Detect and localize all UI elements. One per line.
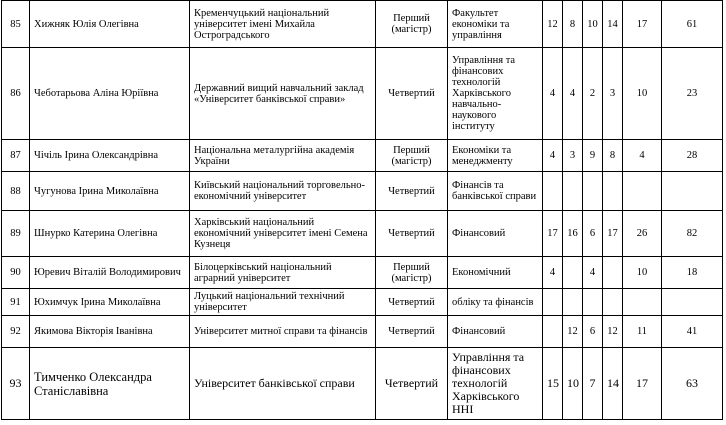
- score-4: 17: [603, 211, 623, 257]
- university: Луцький національний технічний університет: [190, 289, 376, 316]
- row-number: 92: [2, 316, 30, 348]
- course: Четвертий: [376, 348, 448, 420]
- total-score: 61: [662, 1, 723, 48]
- total-score: 23: [662, 48, 723, 140]
- course: Перший (магістр): [376, 257, 448, 289]
- score-3: 9: [583, 140, 603, 172]
- participant-name: Чугунова Ірина Миколаївна: [30, 172, 190, 211]
- course: Четвертий: [376, 289, 448, 316]
- score-5: 26: [623, 211, 662, 257]
- university: Університет банківської справи: [190, 348, 376, 420]
- course: Четвертий: [376, 172, 448, 211]
- faculty: обліку та фінансів: [448, 289, 543, 316]
- score-2: 12: [563, 316, 583, 348]
- score-2: [563, 172, 583, 211]
- total-score: 63: [662, 348, 723, 420]
- score-1: 4: [543, 48, 563, 140]
- table-row: [2, 257, 723, 289]
- course: Четвертий: [376, 211, 448, 257]
- score-1: [543, 172, 563, 211]
- score-5: 10: [623, 257, 662, 289]
- score-1: [543, 289, 563, 316]
- participant-name: Юревич Віталій Володимирович: [30, 257, 190, 289]
- participant-name: Шнурко Катерина Олегівна: [30, 211, 190, 257]
- faculty: Економічний: [448, 257, 543, 289]
- faculty: Управління та фінансових технологій Харківського ННІ: [448, 348, 543, 420]
- score-3: 6: [583, 211, 603, 257]
- participant-name: Тимченко Олександра Станіславівна: [30, 348, 190, 420]
- score-4: [603, 172, 623, 211]
- score-4: [603, 257, 623, 289]
- table-row: [2, 348, 723, 420]
- row-number: 93: [2, 348, 30, 420]
- course: Четвертий: [376, 48, 448, 140]
- faculty: Економіки та менеджменту: [448, 140, 543, 172]
- score-5: 4: [623, 140, 662, 172]
- table-body: [2, 1, 723, 420]
- score-1: [543, 316, 563, 348]
- score-1: 12: [543, 1, 563, 48]
- table-row: [2, 211, 723, 257]
- score-4: 8: [603, 140, 623, 172]
- score-1: 17: [543, 211, 563, 257]
- score-5: 17: [623, 1, 662, 48]
- university: Університет митної справи та фінансів: [190, 316, 376, 348]
- total-score: [662, 172, 723, 211]
- score-4: [603, 289, 623, 316]
- score-2: 16: [563, 211, 583, 257]
- row-number: 85: [2, 1, 30, 48]
- table-row: [2, 1, 723, 48]
- table-row: [2, 316, 723, 348]
- total-score: 41: [662, 316, 723, 348]
- faculty: Управління та фінансових технологій Харківського навчально-наукового інституту: [448, 48, 543, 140]
- university: Державний вищий навчальний заклад «Університет банківської справи»: [190, 48, 376, 140]
- course: Перший (магістр): [376, 1, 448, 48]
- score-4: 3: [603, 48, 623, 140]
- university: Кременчуцький національний університет імені Михайла Остроградського: [190, 1, 376, 48]
- total-score: [662, 289, 723, 316]
- score-1: 4: [543, 140, 563, 172]
- score-2: 4: [563, 48, 583, 140]
- score-2: [563, 257, 583, 289]
- score-3: 10: [583, 1, 603, 48]
- total-score: 18: [662, 257, 723, 289]
- participant-name: Чеботарьова Аліна Юріївна: [30, 48, 190, 140]
- total-score: 28: [662, 140, 723, 172]
- score-5: 11: [623, 316, 662, 348]
- score-3: 6: [583, 316, 603, 348]
- university: Київський національний торговельно-економічний університет: [190, 172, 376, 211]
- faculty: Факультет економіки та управління: [448, 1, 543, 48]
- score-3: [583, 172, 603, 211]
- course: Перший (магістр): [376, 140, 448, 172]
- participant-name: Юхимчук Ірина Миколаївна: [30, 289, 190, 316]
- table-row: [2, 289, 723, 316]
- results-table: [1, 0, 723, 420]
- score-3: [583, 289, 603, 316]
- score-2: [563, 289, 583, 316]
- table-row: [2, 172, 723, 211]
- row-number: 90: [2, 257, 30, 289]
- row-number: 86: [2, 48, 30, 140]
- score-4: 14: [603, 348, 623, 420]
- score-1: 4: [543, 257, 563, 289]
- row-number: 91: [2, 289, 30, 316]
- course: Четвертий: [376, 316, 448, 348]
- score-3: 7: [583, 348, 603, 420]
- score-5: 10: [623, 48, 662, 140]
- score-3: 4: [583, 257, 603, 289]
- score-1: 15: [543, 348, 563, 420]
- score-5: [623, 172, 662, 211]
- participant-name: Хижняк Юлія Олегівна: [30, 1, 190, 48]
- university: Національна металургійна академія України: [190, 140, 376, 172]
- row-number: 87: [2, 140, 30, 172]
- faculty: Фінансовий: [448, 211, 543, 257]
- participant-name: Якимова Вікторія Іванівна: [30, 316, 190, 348]
- score-5: 17: [623, 348, 662, 420]
- total-score: 82: [662, 211, 723, 257]
- score-2: 10: [563, 348, 583, 420]
- score-3: 2: [583, 48, 603, 140]
- table-row: [2, 140, 723, 172]
- score-4: 12: [603, 316, 623, 348]
- row-number: 88: [2, 172, 30, 211]
- score-2: 8: [563, 1, 583, 48]
- score-2: 3: [563, 140, 583, 172]
- faculty: Фінансовий: [448, 316, 543, 348]
- university: Харківський національний економічний університет імені Семена Кузнеця: [190, 211, 376, 257]
- participant-name: Чічіль Ірина Олександрівна: [30, 140, 190, 172]
- table-row: [2, 48, 723, 140]
- score-4: 14: [603, 1, 623, 48]
- score-5: [623, 289, 662, 316]
- university: Білоцерківський національний аграрний університет: [190, 257, 376, 289]
- row-number: 89: [2, 211, 30, 257]
- faculty: Фінансів та банківської справи: [448, 172, 543, 211]
